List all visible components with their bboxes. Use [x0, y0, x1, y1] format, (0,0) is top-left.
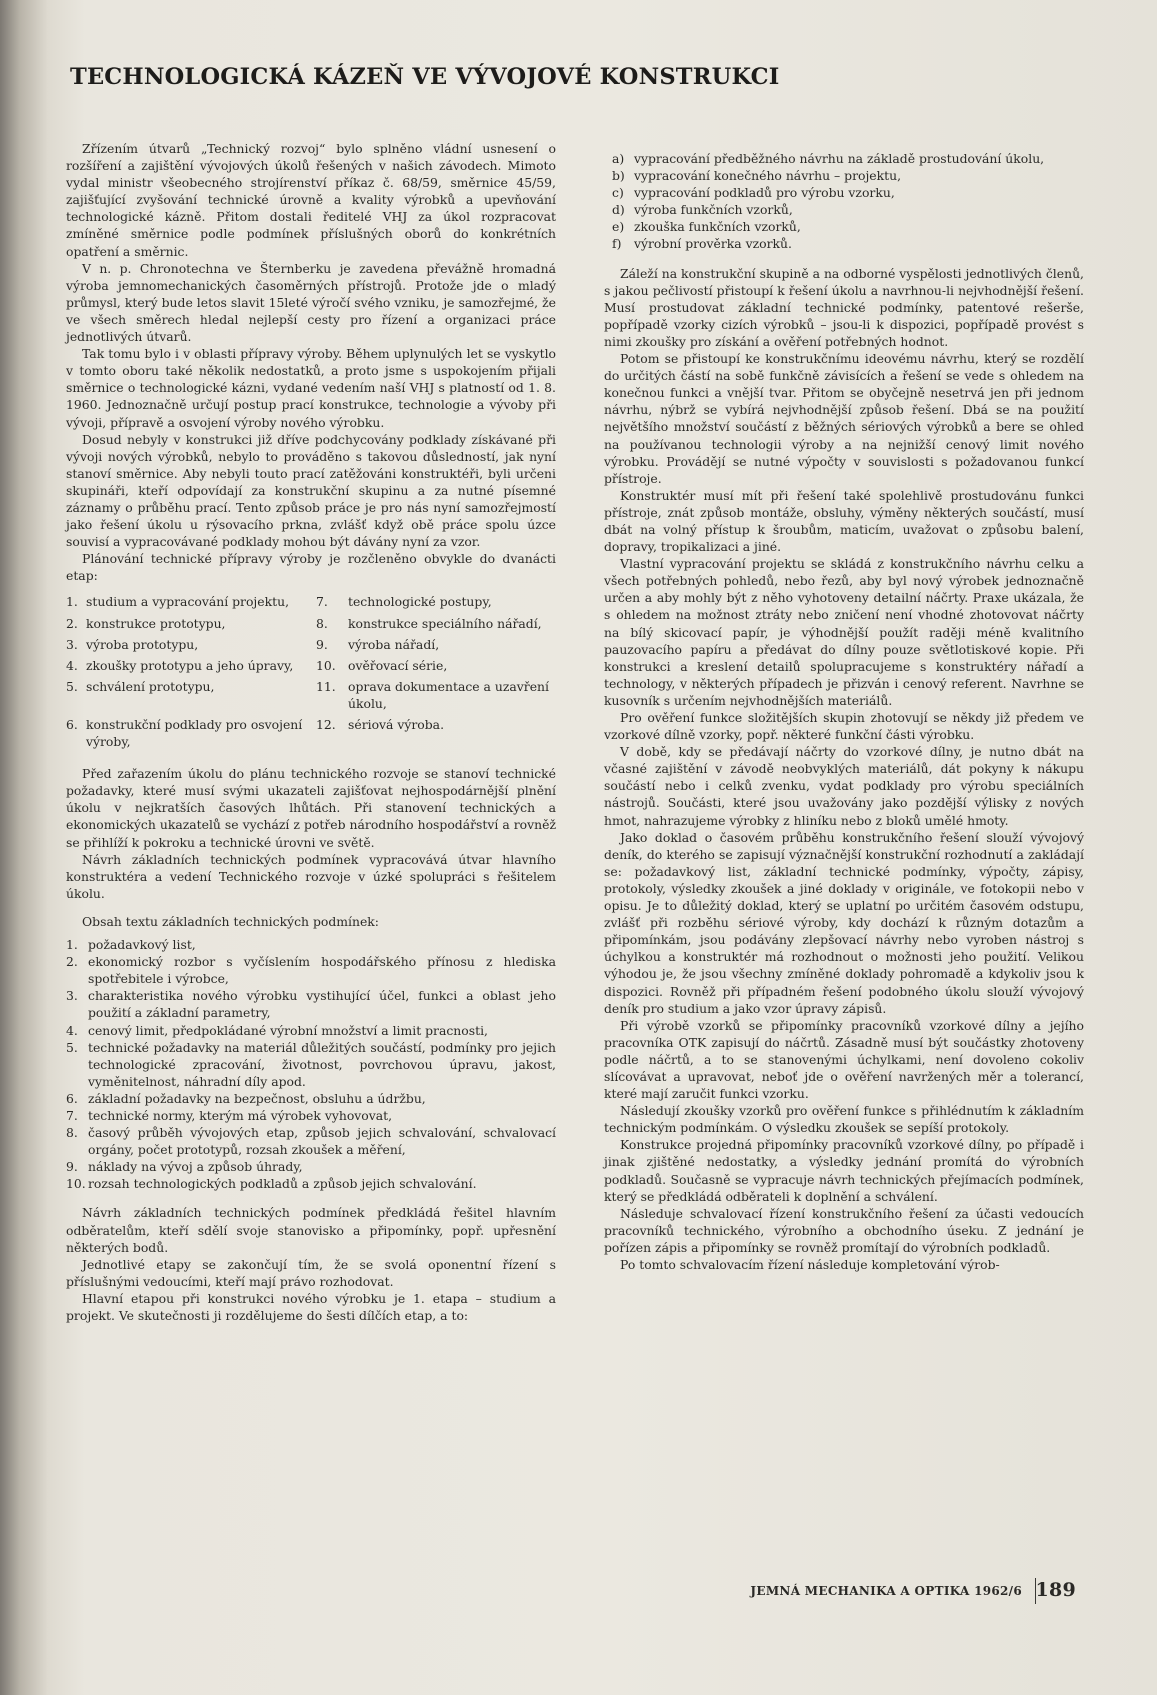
paragraph: Následují zkoušky vzorků pro ověření funkce s přihlédnutím k základním technickým podmínkám. O výsledku zkoušek se sepíší protokoly. [604, 1103, 1084, 1136]
paragraph: Záleží na konstrukční skupině a na odborné vyspělosti jednotlivých členů, s jakou pečlivostí přistoupí k řešení úkolu a navrhnou-li nejvhodnější řešení. Musí prostudovat základní technické podmínky, patentové rešerše, popřípadě vzorky cizích výrobků – jsou-li k dispozici, popřípadě provést s nimi zkoušky pro získání a ověření potřebných hodnot. [604, 265, 1084, 349]
paragraph: Jednotlivé etapy se zakončují tím, že se svolá oponentní řízení s příslušnými vedoucími, kteří mají právo rozhodovat. [66, 1256, 556, 1289]
substage-item [612, 167, 1084, 184]
stage-number: 1. [66, 594, 78, 610]
substage-text: zkouška funkčních vzorků, [634, 219, 801, 235]
stage-text: schválení prototypu, [86, 678, 215, 694]
stage-number: 11. [316, 678, 336, 694]
paragraph: Hlavní etapou při konstrukci nového výrobku je 1. etapa – studium a projekt. Ve skutečnosti ji rozdělujeme do šesti dílčích etap, a to: [66, 1290, 556, 1323]
substage-text: výroba funkčních vzorků, [634, 202, 793, 218]
stage-number: 6. [66, 717, 78, 732]
paragraph: Jako doklad o časovém průběhu konstrukčního řešení slouží vývojový deník, do kterého se zapisují význačnější konstrukční rozhodnutí a zakládají se: požadavkový list, základní technické podmínky, výpočty, zápisy, protokoly, výsledky zkoušek a jiné doklady v originále, ve fotokopii nebo v opisu. Je to důležitý doklad, který se uplatní po určitém časovém odstupu, zvlášť při rozběhu sériové výroby, kdy dochází k různým dotazům a připomínkám, jsou podávány zlepšovací návrhy nebo vyroben nástroj s úchylkou a konstruktér má rozhodnout o možnosti jeho použití. Velikou výhodou je, že jsou všechny zmíněné doklady pohromadě a kdykoliv jsou k dispozici. Rovněž při případném řešení podobného úkolu slouží vývojový deník pro studium a jako vzor úpravy zápisů. [604, 829, 1084, 1016]
substage-item [612, 218, 1084, 235]
list-item [66, 1124, 556, 1158]
substage-letter: d) [612, 202, 625, 218]
list-text: technické normy, kterým má výrobek vyhovovat, [88, 1107, 393, 1123]
list-number: 9. [66, 1159, 78, 1175]
conditions-list [66, 936, 556, 1192]
paragraph: Tak tomu bylo i v oblasti přípravy výroby. Během uplynulých let se vyskytlo v tomto oboru také několik nedostatků, a proto jsme s uspokojením přijali směrnice o technologické kázni, vydané vedením naší VHJ s platností od 1. 8. 1960. Jednoznačně určují postup prací konstrukce, technologie a vývoby při vývoji, přípravě a osvojení výroby nového výrobku. [66, 346, 556, 430]
paragraph: Konstrukce projedná připomínky pracovníků vzorkové dílny, po případě i jinak zjištěné nedostatky, a výsledky jednání promítá do výrobních podkladů. Současně se vypracuje návrh technických přejímacích podmínek, který se předkládá odběrateli k doplnění a schválení. [604, 1137, 1084, 1204]
list-number: 8. [66, 1125, 78, 1141]
paragraph: Návrh základních technických podmínek vypracovává útvar hlavního konstruktéra a vedení Technického rozvoje v úzké spolupráci s řešitelem úkolu. [66, 851, 556, 901]
substage-item [612, 235, 1084, 252]
substage-letter: f) [612, 236, 622, 252]
list-text: rozsah technologických podkladů a způsob jejich schvalování. [88, 1176, 477, 1192]
list-number: 7. [66, 1107, 78, 1123]
stage-text: oprava dokumentace a uzavření úkolu, [348, 678, 549, 711]
list-text: náklady na vývoj a způsob úhrady, [88, 1159, 303, 1175]
stage-text: ověřovací série, [348, 657, 448, 673]
paragraph: Návrh základních technických podmínek předkládá řešitel hlavním odběratelům, kteří sdělí svoje stanovisko a připomínky, popř. upřesnění některých bodů. [66, 1205, 556, 1255]
paragraph: Plánování technické přípravy výroby je rozčleněno obvykle do dvanácti etap: [66, 551, 556, 584]
stage-text: studium a vypracování projektu, [86, 594, 290, 610]
stage-number: 10. [316, 657, 336, 673]
stage-item [66, 657, 316, 674]
paragraph: Následuje schvalovací řízení konstrukčního řešení za účasti vedoucích pracovníků technického, výrobního a obchodního úseku. Z jednání je pořízen zápis a připomínky se rovněž promítají do výrobních podkladů. [604, 1205, 1084, 1255]
page-footer [720, 1576, 1100, 1604]
stage-text: zkoušky prototypu a jeho úpravy, [86, 657, 294, 673]
list-item [66, 1175, 556, 1192]
substage-letter: e) [612, 219, 625, 235]
substage-letter: b) [612, 168, 625, 184]
paragraph: Pro ověření funkce složitějších skupin zhotovují se někdy již předem ve vzorkové dílně vzorky, popř. některé funkční části výrobku. [604, 710, 1084, 743]
list-number: 1. [66, 937, 78, 953]
stage-item [316, 615, 556, 632]
paragraph: Potom se přistoupí ke konstrukčnímu ideovému návrhu, který se rozdělí do určitých částí na sobě funkčně závisících a řešení se vede s ohledem na konečnou funkci a vnější tvar. Přitom se obyčejně nesetrvá jen při jednom návrhu, nýbrž se vybírá nejvhodnější způsob řešení. Dbá se na použití největšího množství součástí z běžných sériových výrobků a bere se ohled na používanou technologii výroby a na nejnižší cenový limit nového výrobku. Provádějí se nutné výpočty v souvislosti s požadovanou funkcí přístroje. [604, 351, 1084, 486]
list-item [66, 936, 556, 953]
journal-title: JEMNÁ MECHANIKA A OPTIKA 1962/6 [750, 1584, 1022, 1598]
stage-item [66, 716, 316, 750]
substage-item [612, 150, 1084, 167]
stage-number: 8. [316, 615, 328, 631]
stage-text: výroba nářadí, [348, 636, 440, 652]
left-column [66, 140, 556, 1324]
list-number: 4. [66, 1022, 78, 1038]
right-column [604, 150, 1084, 1273]
list-number: 5. [66, 1039, 78, 1055]
paragraph: Před zařazením úkolu do plánu technického rozvoje se stanoví technické požadavky, které musí svými ukazateli zajišťovat nejhospodárnější plnění úkolu v nejkratších časových lhůtách. Při stanovení technických a ekonomických ukazatelů se vychází z potřeb národního hospodářství a rovněž se přihlíží k pokroku a technické úrovni ve světě. [66, 766, 556, 850]
substage-text: vypracování konečného návrhu – projektu, [634, 168, 902, 184]
page-number: 189 [1035, 1579, 1076, 1601]
paragraph: Dosud nebyly v konstrukci již dříve podchycovány podklady získávané při vývoji nových výrobků, nebylo to prováděno s takovou důsledností, jak nyní stanoví směrnice. Aby nebyli touto prací zatěžováni konstruktéři, byli určeni skupináři, kteří odpovídají za konstrukční skupinu a za nutné písemné záznamy o průběhu prací. Tento způsob práce je pro nás nyní samozřejmostí jako řešení úkolu u rýsovacího prkna, zvlášť když obě práce spolu úzce souvisí a vypracovávané podklady mohou být dávány nyní za vzor. [66, 431, 556, 550]
substage-list [612, 150, 1084, 253]
stage-number: 7. [316, 594, 328, 610]
substage-letter: a) [612, 151, 625, 166]
list-text: požadavkový list, [88, 937, 196, 953]
stage-number: 5. [66, 678, 78, 694]
paragraph: Při výrobě vzorků se připomínky pracovníků vzorkové dílny a jejího pracovníka OTK zapisují do náčrtů. Zásadně musí být součástky zhotoveny podle náčrtů, a to se stanovenými úchylkami, není dovoleno cokoliv slícovávat a upravovat, neboť jde o ověření navržených měr a tolerancí, které mají zaručit funkci vzorku. [604, 1017, 1084, 1102]
list-item [66, 953, 556, 987]
stage-number: 4. [66, 657, 78, 673]
list-number: 6. [66, 1090, 78, 1106]
stage-number: 12. [316, 717, 336, 732]
list-text: charakteristika nového výrobku vystihující účel, funkci a oblast jeho použití a základní parametry, [88, 988, 556, 1021]
list-number: 3. [66, 988, 78, 1004]
list-item [66, 1107, 556, 1124]
substage-text: výrobní prověrka vzorků. [634, 236, 792, 252]
substage-text: vypracování předběžného návrhu na základě prostudování úkolu, [634, 151, 1045, 166]
list-item [66, 1158, 556, 1175]
stage-text: konstrukční podklady pro osvojení výroby, [86, 717, 303, 750]
list-text: základní požadavky na bezpečnost, obsluhu a údržbu, [88, 1090, 426, 1106]
stage-text: sériová výroba. [348, 717, 445, 732]
list-text: ekonomický rozbor s vyčíslením hospodářského přínosu z hlediska spotřebitele i výrobce, [88, 954, 556, 987]
substage-text: vypracování podkladů pro výrobu vzorku, [634, 185, 895, 201]
list-item [66, 1022, 556, 1039]
stage-text: konstrukce speciálního nářadí, [348, 615, 542, 631]
stage-item [316, 716, 556, 750]
stage-list [66, 593, 556, 754]
substage-letter: c) [612, 185, 624, 201]
stage-item [66, 593, 316, 610]
list-number: 10. [66, 1176, 86, 1192]
paragraph: Zřízením útvarů „Technický rozvoj“ bylo splněno vládní usnesení o rozšíření a zajištění vývojových úkolů řešených v našich závodech. Mimoto vydal ministr všeobecného strojírenství příkaz č. 68/59, směrnice 45/59, zajišťující zvyšování technické úrovně a kvality výrobků a upevňování technologické kázně. Přitom dostali ředitelé VHJ za úkol rozpracovat zmíněné směrnice podle podmínek příslušných oborů do konkrétních opatření a směrnic. [66, 141, 556, 259]
paragraph: Po tomto schvalovacím řízení následuje kompletování výrob- [620, 1257, 1000, 1272]
substage-item [612, 201, 1084, 218]
stage-number: 3. [66, 636, 78, 652]
stage-item [316, 678, 556, 712]
list-text: cenový limit, předpokládané výrobní množství a limit pracnosti, [88, 1022, 488, 1038]
article-title: TECHNOLOGICKÁ KÁZEŇ VE VÝVOJOVÉ KONSTRUKCI [70, 64, 780, 90]
substage-item [612, 184, 1084, 201]
stage-text: technologické postupy, [348, 594, 492, 610]
stage-item [316, 593, 556, 610]
stage-item [66, 615, 316, 632]
stage-text: konstrukce prototypu, [86, 615, 226, 631]
list-item [66, 987, 556, 1021]
stage-item [316, 657, 556, 674]
paragraph: V době, kdy se předávají náčrty do vzorkové dílny, je nutno dbát na včasné zajištění v závodě neobvyklých materiálů, dát pokyny k nákupu součástí nebo i celků zvenku, vydat podklady pro výrobu speciálních nástrojů. Součásti, které jsou uvažovány jako pozdější výlisky z nových hmot, nahrazujeme výrobky z hliníku nebo z bloků umělé hmoty. [604, 744, 1084, 828]
stage-item [66, 678, 316, 712]
stage-text: výroba prototypu, [86, 636, 199, 652]
list-text: technické požadavky na materiál důležitých součástí, podmínky pro jejich technologické zpracování, životnost, povrchovou úpravu, jakost, vyměnitelnost, náhradní díly apod. [88, 1039, 556, 1089]
paragraph: Obsah textu základních technických podmínek: [82, 913, 379, 929]
list-text: časový průběh vývojových etap, způsob jejich schvalování, schvalovací orgány, počet prototypů, rozsah zkoušek a měření, [88, 1125, 556, 1158]
paragraph: Vlastní vypracování projektu se skládá z konstrukčního návrhu celku a všech potřebných pohledů, nebo řezů, aby byl nový výrobek jednoznačně určen a aby mohly být z něho vyhotoveny detailní náčrty. Praxe ukázala, že s ohledem na možnost ztráty nebo zničení není vhodné zhotovovat náčrty na bílý skicovací papír, je výhodnější použít raději méně kvalitního pauzovacího papíru a předávat do dílny pouze světlotiskové kopie. Při konstrukci a kreslení detailů spolupracujeme s konstruktéry nářadí a technology, v některých případech je přizván i cenový referent. Navrhne se kusovník s určením nejvhodnějších materiálů. [604, 556, 1084, 708]
list-number: 2. [66, 954, 78, 970]
list-item [66, 1039, 556, 1090]
stage-item [316, 636, 556, 653]
stage-number: 2. [66, 615, 78, 631]
paragraph: V n. p. Chronotechna ve Šternberku je zavedena převážně hromadná výroba jemnomechanických časoměrných přístrojů. Protože jde o mladý průmysl, který bude letos slavit 15leté výročí svého vzniku, je samozřejmé, že ve všech směrech hledal nejlepší cesty pro řízení a organizaci práce jednotlivých útvarů. [66, 260, 556, 345]
stage-number: 9. [316, 636, 328, 652]
list-item [66, 1090, 556, 1107]
paragraph: Konstruktér musí mít při řešení také spolehlivě prostudovánu funkci přístroje, znát způsob montáže, obsluhy, výměny některých součástí, musí dbát na volný přístup k šroubům, maticím, uvažovat o způsobu balení, dopravy, tropikalizaci a jiné. [604, 487, 1084, 555]
stage-item [66, 636, 316, 653]
